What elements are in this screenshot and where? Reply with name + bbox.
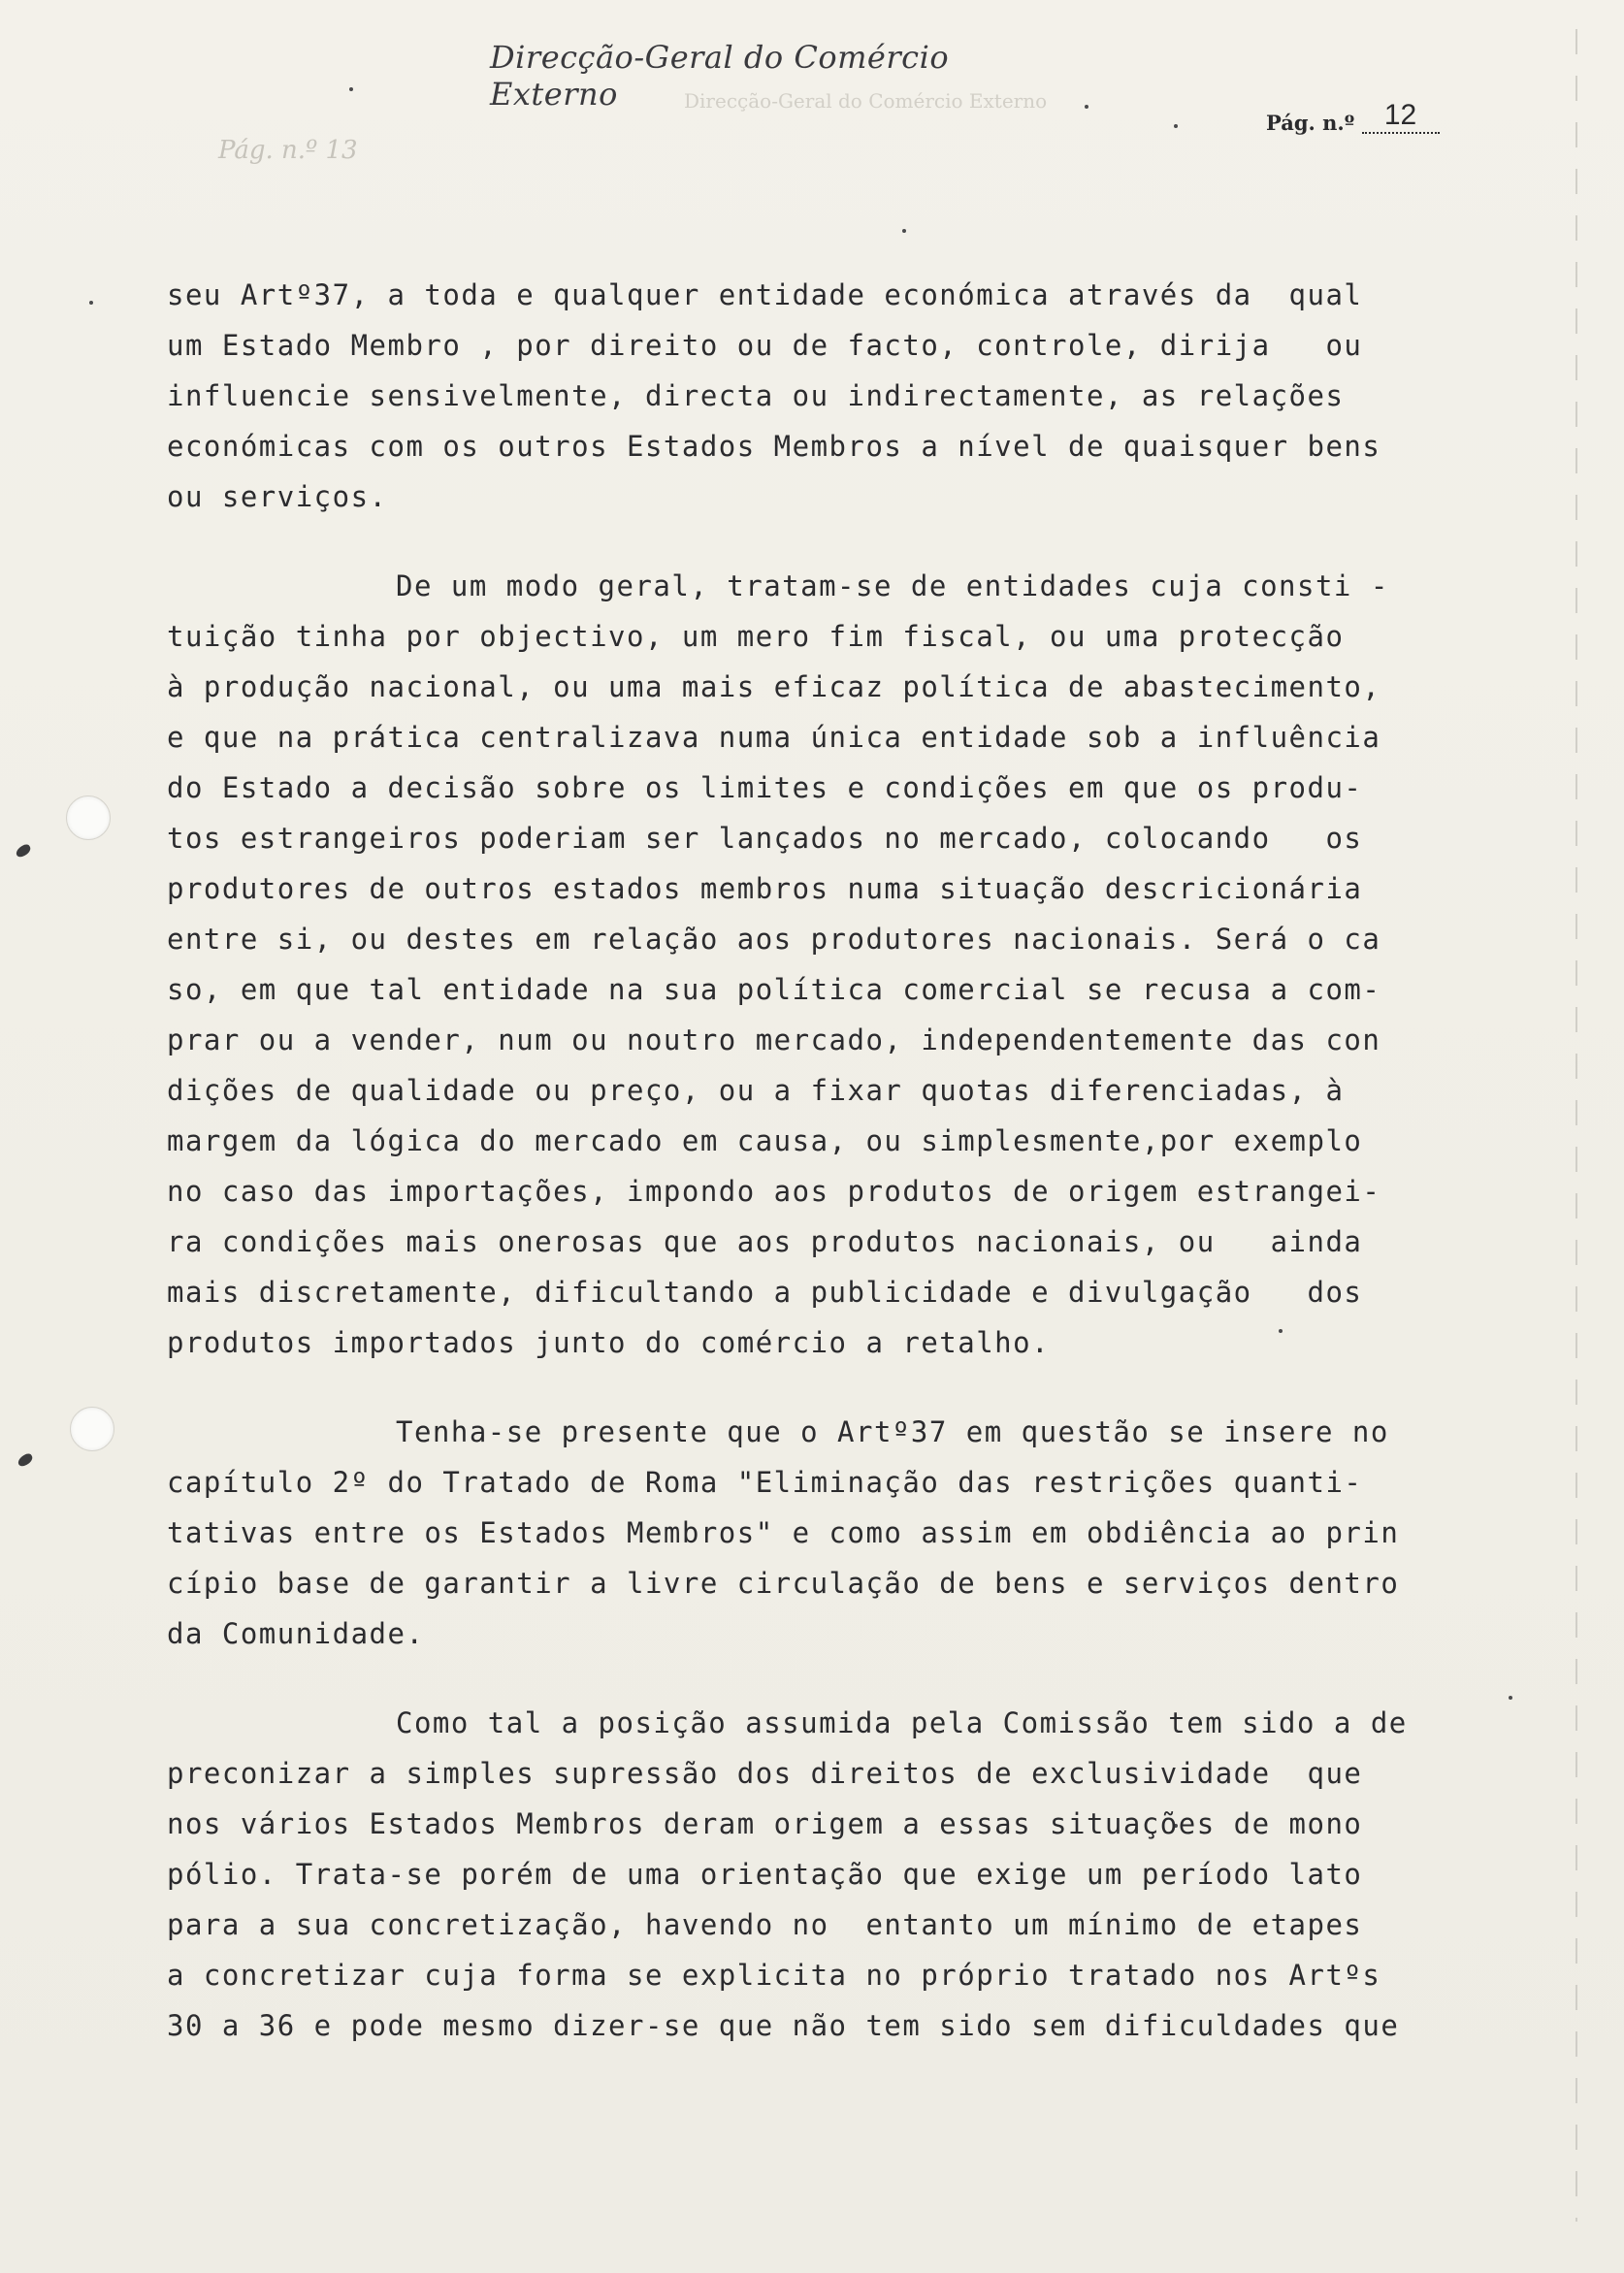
paragraph-2 — [167, 561, 1544, 1368]
punch-hole-top — [66, 796, 111, 840]
text-line: seu Artº37, a toda e qualquer entidade económica através da qual — [167, 278, 1363, 311]
ghost-page-reference: Pág. n.º 13 — [218, 136, 358, 165]
text-line: no caso das importações, impondo aos produtos de origem estrangei- — [167, 1175, 1381, 1208]
punch-hole-bottom — [70, 1407, 114, 1451]
page-number-field — [1266, 99, 1440, 140]
text-line: preconizar a simples supressão dos direitos de exclusividade que — [167, 1757, 1363, 1790]
text-line: à produção nacional, ou uma mais eficaz política de abastecimento, — [167, 670, 1381, 703]
ghost-letterhead: Direcção-Geral do Comércio Externo — [684, 89, 1048, 113]
text-line: e que na prática centralizava numa única entidade sob a influência — [167, 721, 1381, 754]
text-line: influencie sensivelmente, directa ou indirectamente, as relações — [167, 379, 1345, 412]
paragraph-1 — [167, 270, 1544, 522]
text-line: De um modo geral, tratam-se de entidades cuja consti - — [396, 569, 1389, 602]
document-body — [167, 270, 1544, 2051]
paragraph-4 — [167, 1698, 1544, 2051]
speck — [349, 87, 353, 91]
text-line: tos estrangeiros poderiam ser lançados no mercado, colocando os — [167, 822, 1363, 855]
speck — [902, 229, 906, 233]
text-line: cípio base de garantir a livre circulação de bens e serviços dentro — [167, 1567, 1400, 1600]
text-line: ou serviços. — [167, 480, 388, 513]
text-line: so, em que tal entidade na sua política comercial se recusa a com- — [167, 973, 1381, 1006]
text-line: produtores de outros estados membros numa situação descricionária — [167, 872, 1363, 905]
text-line: pólio. Trata-se porém de uma orientação que exige um período lato — [167, 1858, 1363, 1891]
letterhead-title: Direcção-Geral do Comércio Externo — [490, 39, 950, 113]
text-line: Tenha-se presente que o Artº37 em questão se insere no — [396, 1415, 1389, 1448]
page-number-value: 12 — [1362, 99, 1440, 134]
text-line: Como tal a posição assumida pela Comissão tem sido a de — [396, 1706, 1408, 1739]
text-line: um Estado Membro , por direito ou de facto, controle, dirija ou — [167, 329, 1363, 362]
text-line: do Estado a decisão sobre os limites e condições em que os produ- — [167, 771, 1363, 804]
text-line: capítulo 2º do Tratado de Roma "Eliminação das restrições quanti- — [167, 1466, 1363, 1499]
speck — [1174, 124, 1178, 128]
text-line: dições de qualidade ou preço, ou a fixar quotas diferenciadas, à — [167, 1074, 1345, 1107]
text-line: tativas entre os Estados Membros" e como assim em obdiência ao prin — [167, 1516, 1400, 1549]
text-line: margem da lógica do mercado em causa, ou simplesmente,por exemplo — [167, 1124, 1363, 1157]
text-line: tuição tinha por objectivo, um mero fim fiscal, ou uma protecção — [167, 620, 1345, 653]
text-line: da Comunidade. — [167, 1617, 425, 1650]
page-number-label: Pág. n.º — [1266, 111, 1355, 135]
text-line: nos vários Estados Membros deram origem a essas situações de mono — [167, 1807, 1363, 1840]
text-line: prar ou a vender, num ou noutro mercado, independentemente das con — [167, 1023, 1381, 1056]
text-line: 30 a 36 e pode mesmo dizer-se que não tem sido sem dificuldades que — [167, 2009, 1400, 2042]
speck — [89, 301, 93, 305]
text-line: a concretizar cuja forma se explicita no próprio tratado nos Artºs — [167, 1959, 1381, 1992]
page-edge-shadow — [1575, 29, 1577, 2222]
ink-mark-icon — [16, 1452, 35, 1469]
speck — [1085, 105, 1088, 109]
text-line: para a sua concretização, havendo no entanto um mínimo de etapes — [167, 1908, 1363, 1941]
text-line: produtos importados junto do comércio a retalho. — [167, 1326, 1051, 1359]
text-line: mais discretamente, dificultando a publicidade e divulgação dos — [167, 1276, 1363, 1309]
text-line: económicas com os outros Estados Membros a nível de quaisquer bens — [167, 430, 1381, 463]
text-line: ra condições mais onerosas que aos produtos nacionais, ou ainda — [167, 1225, 1363, 1258]
ink-mark-icon — [15, 843, 33, 860]
text-line: entre si, ou destes em relação aos produtores nacionais. Será o ca — [167, 923, 1381, 956]
paragraph-3 — [167, 1407, 1544, 1659]
